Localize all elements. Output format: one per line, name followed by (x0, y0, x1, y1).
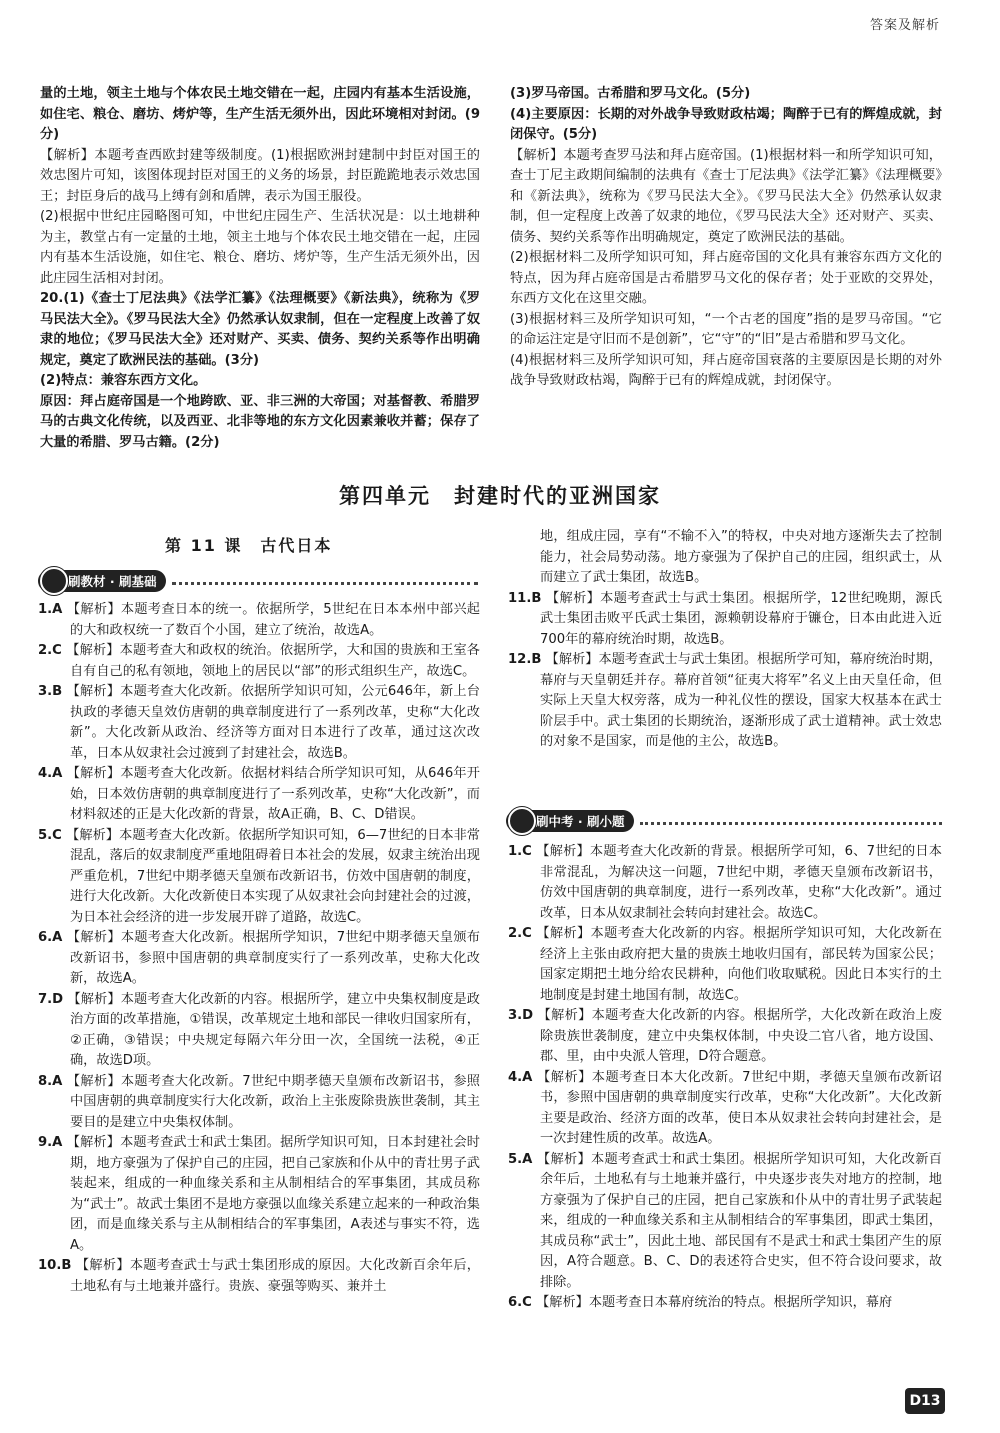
answer-number: 1.C (508, 844, 532, 859)
answer-item (38, 1133, 480, 1256)
answer-text: (4)主要原因：长期的对外战争导致财政枯竭；陶醉于已有的辉煌成就，封闭保守。(5分) (510, 106, 942, 142)
answer-explanation: 【解析】本题考查大和政权的统治。依据所学，大和国的贵族和王室各自有自己的私有领地，领地上的居民以“部”的形式组织生产，故选C。 (66, 643, 480, 679)
answer-explanation: 【解析】本题考查大化改新。依据所学知识可知，6—7世纪的日本非常混乱，落后的奴隶制度严重地阻碍着日本社会的发展，奴隶主统治出现严重危机，7世纪中期孝德天皇颁布改新诏书，仿效中国唐朝的制度，进行大化改新。大化改新使日本实现了从奴隶社会向封建社会的过渡，为日本社会经济的进一步发展开辟了道路，故选C。 (66, 827, 480, 925)
answer-number: 2.C (38, 643, 62, 658)
answer-explanation: 【解析】本题考查大化改新的内容。根据所学，建立中央集权制度是政治方面的改革措施，①错误，改革规定土地和部民一律收归国家所有，②正确，③错误；中央规定每隔六年分田一次，全国统一法税，④正确，故选D项。 (67, 991, 480, 1068)
left-answers-column (38, 600, 480, 1297)
book-icon (508, 807, 536, 835)
top-right-column (510, 84, 942, 392)
answer-text: 量的土地，领主土地与个体农民土地交错在一起，庄园内有基本生活设施，如住宅、粮仓、磨坊、烤炉等，生产生活无须外出，因此环境相对封闭。(9分) (40, 86, 480, 142)
right-exam-column (508, 842, 942, 1314)
answer-number: 4.A (508, 1069, 533, 1085)
answer-number: 6.C (508, 1295, 532, 1310)
answer-number: 12.B (508, 652, 542, 667)
answer-explanation: 【解析】本题考查大化改新。依据所学知识可知，公元646年，新上台执政的孝德天皇效仿唐朝的典章制度进行了一系列改革，史称“大化改新”。大化改新从政治、经济等方面对日本进行了改革，通过这次改革，日本从奴隶社会过渡到了封建社会，故选B。 (66, 684, 480, 761)
answer-number: 5.A (508, 1151, 533, 1167)
answer-item (38, 682, 480, 764)
answer-item (508, 1068, 942, 1150)
section-badge-label: 刷教材 · 刷基础 (68, 574, 157, 589)
answer-number: 3.D (508, 1008, 534, 1023)
section-badge (506, 810, 634, 832)
answer-item (508, 1006, 942, 1068)
answer-text: 原因：拜占庭帝国是一个地跨欧、亚、非三洲的大帝国；对基督教、希腊罗马的古典文化传统，以及西亚、北非等地的东方文化因素兼收并蓄；保存了大量的希腊、罗马古籍。(2分) (40, 393, 480, 450)
analysis-text: (4)根据材料三及所学知识可知，拜占庭帝国衰落的主要原因是长期的对外战争导致财政枯竭，陶醉于已有的辉煌成就，封闭保守。 (510, 352, 942, 388)
top-left-column (40, 84, 480, 453)
answer-explanation: 【解析】本题考查武士和武士集团。据所学知识可知，日本封建社会时期，地方豪强为了保护自己的庄园，把自己家族和仆从中的青壮男子武装起来，组成的一种血缘关系和主从制相结合的军事集团，其成员称为“武士”。故武士集团不是地方豪强以血缘关系建立起来的一种政治集团，而是血缘关系与主从制相结合的军事集团，A表述与事实不符，选A。 (66, 1135, 480, 1253)
answer-item (38, 826, 480, 929)
dotted-divider (172, 582, 478, 585)
answer-explanation: 【解析】本题考查武士与武士集团。根据所学，12世纪晚期，源氏武士集团击败平氏武士集团，源赖朝设幕府于镰仓，日本由此进入近700年的幕府统治时期，故选B。 (540, 590, 942, 647)
answer-item (508, 650, 942, 753)
page-number: D13 (905, 1388, 945, 1414)
analysis-text: 【解析】本题考查罗马法和拜占庭帝国。(1)根据材料一和所学知识可知，查士丁尼主政期间编制的法典有《查士丁尼法典》《法学汇纂》《法理概要》和《新法典》，统称为《罗马民法大全》。《罗马民法大全》仍然承认奴隶制，但一定程度上改善了奴隶的地位，《罗马民法大全》还对财产、买卖、债务、契约关系等作出明确规定，奠定了欧洲民法的基础。 (510, 147, 942, 245)
section-tag-textbook (38, 568, 478, 594)
answer-explanation: 【解析】本题考查日本的统一。依据所学，5世纪在日本本州中部兴起的大和政权统一了数百个小国，建立了统治，故选A。 (66, 602, 480, 638)
answer-number: 2.C (508, 926, 532, 941)
answer-item (38, 641, 480, 682)
page-header: 答案及解析 (869, 18, 940, 33)
answer-item (38, 990, 480, 1072)
answer-number: 3.B (38, 684, 63, 699)
answer-explanation: 【解析】本题考查日本幕府统治的特点。根据所学知识，幕府 (536, 1295, 893, 1310)
answer-number: 9.A (38, 1135, 63, 1150)
section-badge (38, 570, 166, 592)
answer-explanation: 【解析】本题考查日本大化改新。7世纪中期，孝德天皇颁布改新诏书，参照中国唐朝的典章制度实行改革，史称“大化改新”。大化改新主要是政治、经济方面的改革，使日本从奴隶社会转向封建社会，是一次封建性质的改革。故选A。 (537, 1069, 942, 1146)
answer-20-text: 20.(1)《查士丁尼法典》《法学汇纂》《法理概要》《新法典》，统称为《罗马民法大全》。《罗马民法大全》仍然承认奴隶制，但在一定程度上改善了奴隶的地位；《罗马民法大全》还对财产、买卖、债务、契约关系等作出明确规定，奠定了欧洲民法的基础。(3分) (40, 291, 480, 368)
answer-item (38, 600, 480, 641)
answer-item (38, 1072, 480, 1134)
answer-number: 8.A (38, 1073, 63, 1089)
section-tag-exam (506, 808, 942, 834)
answer-number: 4.A (38, 766, 63, 781)
section-badge-label: 刷中考 · 刷小题 (536, 814, 625, 829)
answer-explanation: 【解析】本题考查大化改新。7世纪中期孝德天皇颁布改新诏书，参照中国唐朝的典章制度实行大化改新，政治上主张废除贵族世袭制，其主要目的是建立中央集权体制。 (66, 1073, 480, 1130)
analysis-text: (2)根据材料二及所学知识可知，拜占庭帝国的文化具有兼容东西方文化的特点，因为拜占庭帝国是古希腊罗马文化的保存者；处于亚欧的交界处，东西方文化在这里交融。 (510, 250, 942, 306)
answer-explanation: 【解析】本题考查武士与武士集团。根据所学可知，幕府统治时期，幕府与天皇朝廷并存。幕府首领“征夷大将军”名义上由天皇任命，但实际上天皇大权旁落，成为一种礼仪性的摆设，国家大权基本在武士阶层手中。武士集团的长期统治，逐渐形成了武士道精神。武士效忠的对象不是国家，而是他的主公，故选B。 (540, 652, 942, 749)
dotted-divider (640, 822, 942, 825)
answer-item (38, 764, 480, 826)
analysis-text: 【解析】本题考查西欧封建等级制度。(1)根据欧洲封建制中封臣对国王的效忠图片可知，该图体现封臣对国王的义务的场景，封臣跪跪地表示效忠国王；封臣身后的战马上缚有剑和盾牌，表示为国王服役。 (40, 147, 480, 204)
lesson-title: 第 11 课 古代日本 (165, 536, 333, 555)
answer-explanation: 【解析】本题考查武士与武士集团形成的原因。大化改新百余年后，土地私有与土地兼并盛行。贵族、豪强等购买、兼并土 (70, 1258, 480, 1294)
answer-item (508, 842, 942, 924)
answer-item (38, 928, 480, 990)
unit-title: 第四单元 封建时代的亚洲国家 (339, 484, 661, 508)
answer-explanation: 【解析】本题考查大化改新的内容。根据所学，大化改新在政治上废除贵族世袭制度，建立中央集权体制，中央设二官八省，地方设国、郡、里，由中央派人管理，D符合题意。 (537, 1008, 942, 1064)
right-answers-column (508, 527, 942, 753)
answer-explanation: 【解析】本题考查大化改新。依据材料结合所学知识可知，从646年开始，日本效仿唐朝的典章制度进行了一系列改革，史称“大化改新”，而材料叙述的正是大化改新的背景，故A正确，B、C、D错误。 (66, 766, 480, 822)
answer-explanation: 【解析】本题考查武士和武士集团。根据所学知识可知，大化改新百余年后，土地私有与土地兼并盛行，中央逐步丧失对地方的控制，地方豪强为了保护自己的庄园，把自己家族和仆从中的青壮男子武装起来，组成的一种血缘关系和主从制相结合的军事集团，即武士集团，其成员称“武士”，因此土地、部民国有不是武士和武士集团产生的原因，A符合题意。B、C、D的表述符合史实，但不符合设问要求，故排除。 (536, 1151, 942, 1290)
answer-number: 5.C (38, 827, 62, 843)
answer-item (508, 589, 942, 651)
answer-text: (3)罗马帝国。古希腊和罗马文化。(5分) (510, 86, 751, 101)
analysis-text: (3)根据材料三及所学知识可知，“一个古老的国度”指的是罗马帝国。“它的命运注定是守旧而不是创新”，它“守”的“旧”是古希腊和罗马文化。 (510, 311, 942, 347)
answer-continuation: 地，组成庄园，享有“不输不入”的特权，中央对地方逐渐失去了控制能力，社会局势动荡。地方豪强为了保护自己的庄园，组织武士，从而建立了武士集团，故选B。 (540, 529, 942, 585)
answer-number: 6.A (38, 930, 63, 945)
answer-explanation: 【解析】本题考查大化改新。根据所学知识，7世纪中期孝德天皇颁布改新诏书，参照中国唐朝的典章制度实行了一系列改革，史称大化改新，故选A。 (66, 930, 480, 986)
analysis-text: (2)根据中世纪庄园略图可知，中世纪庄园生产、生活状况是：以土地耕种为主，教堂占有一定量的土地，领主土地与个体农民土地交错在一起，庄园内有基本生活设施，如住宅、粮仓、磨坊、烤炉等，生产生活无须外出，因此庄园生活相对封闭。 (40, 209, 480, 286)
answer-text: (2)特点：兼容东西方文化。 (40, 373, 207, 388)
answer-number: 10.B (38, 1258, 72, 1273)
answer-number: 11.B (508, 590, 542, 606)
answer-item (508, 1293, 942, 1314)
answer-item (508, 924, 942, 1006)
answer-explanation: 【解析】本题考查大化改新的内容。根据所学知识可知，大化改新在经济上主张由政府把大量的贵族土地收归国有，部民转为国家公民；国家定期把土地分给农民耕种，向他们收取赋税。因此日本实行的土地制度是封建土地国有制，故选C。 (536, 926, 942, 1003)
answer-item (508, 1150, 942, 1294)
answer-number: 7.D (38, 991, 64, 1007)
answer-explanation: 【解析】本题考查大化改新的背景。根据所学可知，6、7世纪的日本非常混乱，为解决这一问题，7世纪中期，孝德天皇颁布改新诏书，仿效中国唐朝的典章制度，进行一系列改革，史称“大化改新”。通过改革，日本从奴隶制社会转向封建社会。故选C。 (536, 844, 942, 921)
book-icon (40, 567, 68, 595)
answer-item (38, 1256, 480, 1297)
answer-number: 1.A (38, 602, 63, 617)
